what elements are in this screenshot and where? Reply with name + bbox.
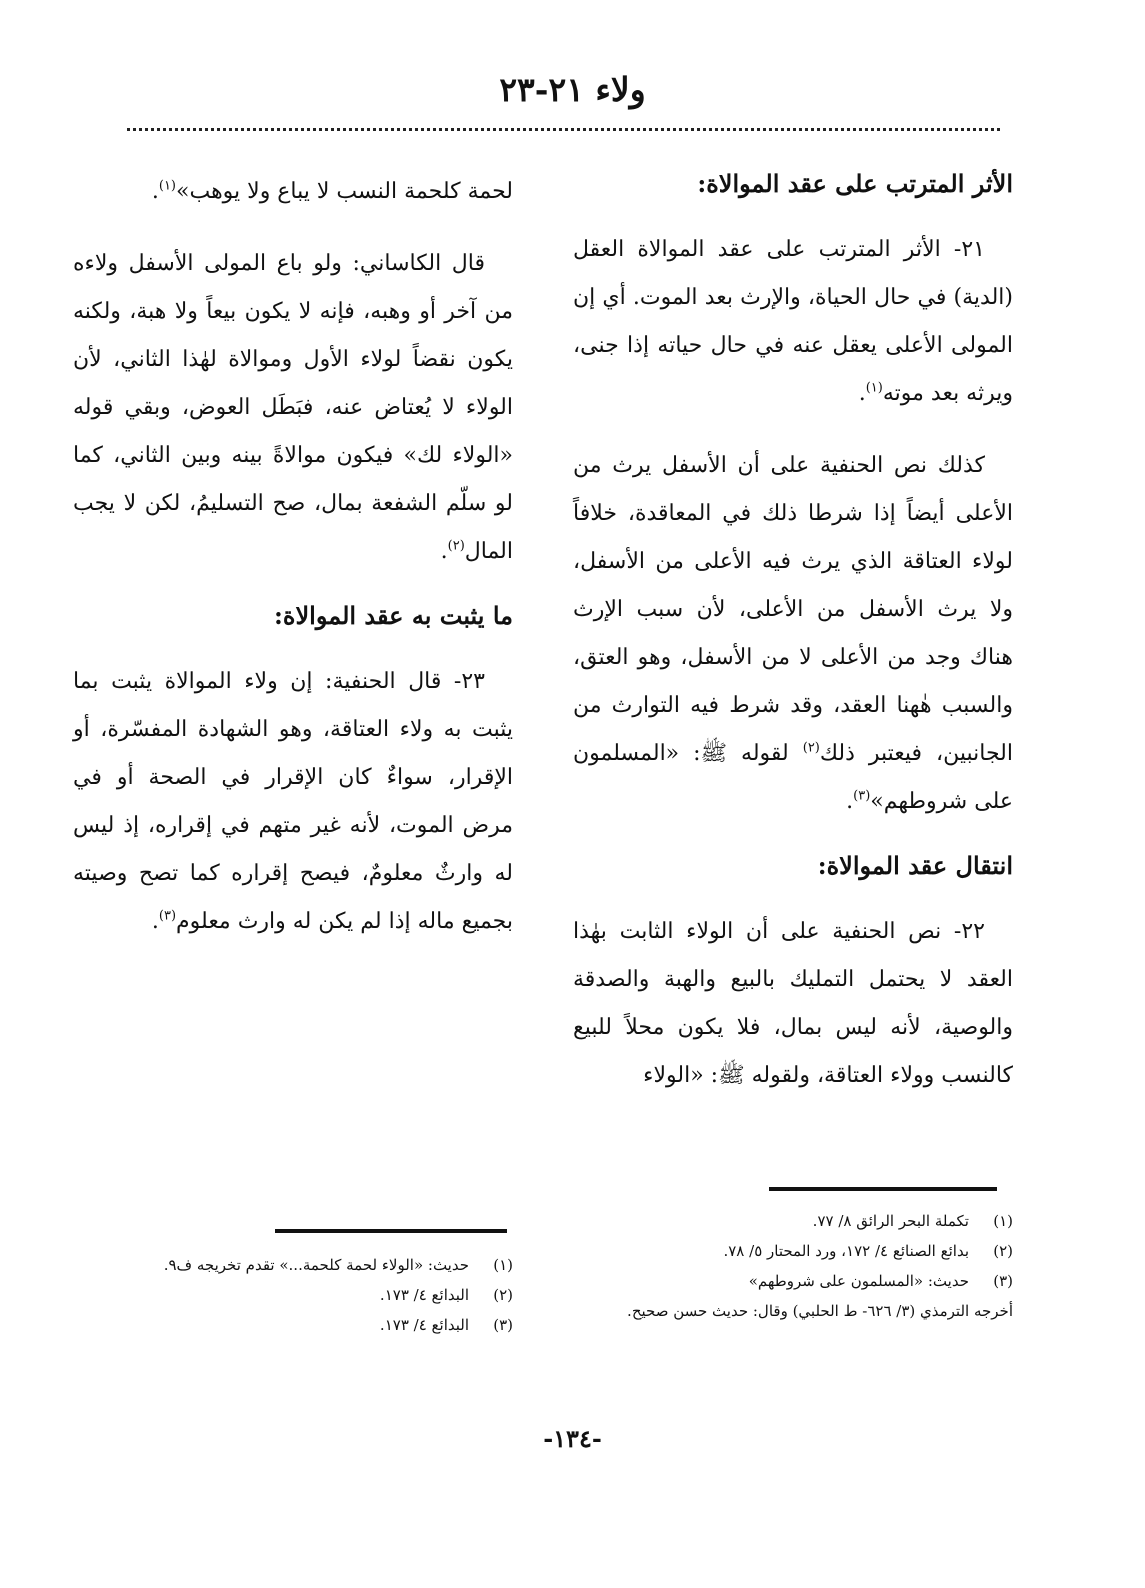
page-number: -١٣٤- xyxy=(543,1424,602,1453)
footnote-text: أخرجه الترمذي (٣/ ٦٢٦- ط الحلبي) وقال: حديث حسن صحيح. xyxy=(627,1302,1013,1320)
footnote-text: تكملة البحر الرائق ٨/ ٧٧. xyxy=(812,1212,969,1230)
footnote-ref: (١) xyxy=(158,178,176,194)
footnote-item-continued xyxy=(573,1296,1013,1326)
section-heading-effect: الأثر المترتب على عقد الموالاة: xyxy=(697,169,1013,198)
paragraph-21-text: ٢١- الأثر المترتب على عقد الموالاة العقل (الدية) في حال الحياة، والإرث بعد الموت. أي إن المولى الأعلى يعقل عنه في حال حياته إذا جنى، ويرثه بعد موته xyxy=(573,237,1013,406)
section-heading-transfer: انتقال عقد الموالاة: xyxy=(817,851,1013,880)
footnote-number: (٢) xyxy=(993,1242,1013,1260)
punct: . xyxy=(151,179,159,204)
punct: . xyxy=(151,909,159,934)
paragraph-text: ٢٣- قال الحنفية: إن ولاء الموالاة يثبت بما يثبت به ولاء العتاقة، وهو الشهادة المفسّرة، أو الإقرار، سواءٌ كان الإقرار في الصحة أو في مرض الموت، لأنه غير متهم في إقراره، إذ ليس له وارثٌ معلومٌ، فيصح إقراره كما تصح وصيته بجميع ماله إذا لم يكن له وارث معلوم xyxy=(73,669,513,934)
footnote-ref: (٣) xyxy=(158,908,177,924)
footnotes-left xyxy=(73,1250,513,1340)
punct: . xyxy=(846,789,854,814)
footnote-ref: (٢) xyxy=(802,740,820,756)
punct: . xyxy=(440,539,448,564)
footnote-item xyxy=(573,1206,1013,1236)
footnote-ref: (٢) xyxy=(447,538,465,554)
footnote-text: البدائع ٤/ ١٧٣. xyxy=(379,1286,469,1304)
footnote-rule-right xyxy=(769,1187,997,1191)
footnote-text: حديث: «المسلمون على شروطهم» xyxy=(748,1272,969,1290)
footnote-item xyxy=(73,1280,513,1310)
punct: . xyxy=(858,381,866,406)
footnote-item xyxy=(73,1250,513,1280)
footnote-number: (٣) xyxy=(493,1316,513,1334)
footnote-text: البدائع ٤/ ١٧٣. xyxy=(379,1316,469,1334)
footnote-number: (١) xyxy=(493,1256,513,1274)
footnote-number: (١) xyxy=(993,1212,1013,1230)
paragraph-21 xyxy=(573,226,1013,418)
left-column xyxy=(73,168,513,970)
running-header: ولاء ٢١-٢٣ xyxy=(499,70,646,109)
footnote-number: (٣) xyxy=(993,1272,1013,1290)
paragraph-text: قال الكاساني: ولو باع المولى الأسفل ولاءه من آخر أو وهبه، فإنه لا يكون بيعاً ولا هبة، ولكنه يكون نقضاً لولاء الأول وموالاة لهٰذا الثاني، لأن الولاء لا يُعتاض عنه، فبَطَل العوض، وبقي قوله «الولاء لك» فيكون موالاةً بينه وبين الثاني، كما لو سلّم الشفعة بمال، صح التسليمُ، لكن لا يجب المال xyxy=(73,251,513,564)
paragraph-21-continued xyxy=(573,442,1013,826)
footnote-ref: (٣) xyxy=(853,788,871,804)
header-dotted-rule xyxy=(127,128,1000,131)
paragraph-kasani xyxy=(73,240,513,576)
paragraph-text: لقوله ﷺ: «المسلمون على شروطهم» xyxy=(573,741,1013,814)
paragraph-text: كذلك نص الحنفية على أن الأسفل يرث من الأعلى أيضاً إذا شرطا ذلك في المعاقدة، خلافاً لولاء العتاقة الذي يرث فيه الأعلى من الأسفل، ولا يرث الأسفل من الأعلى، لأن سبب الإرث هناك وجد من الأعلى لا من الأسفل، وهو العتق، والسبب هٰهنا العقد، وقد شرط فيه التوارث من الجانبين، فيعتبر ذلك xyxy=(573,453,1013,766)
footnote-rule-left xyxy=(275,1229,507,1233)
right-column xyxy=(573,168,1013,1124)
footnotes-right xyxy=(573,1206,1013,1326)
footnote-item xyxy=(573,1236,1013,1266)
footnote-ref: (١) xyxy=(865,380,883,396)
paragraph-22-continued xyxy=(73,168,513,216)
paragraph-text: لحمة كلحمة النسب لا يباع ولا يوهب» xyxy=(176,179,513,204)
paragraph-22: ٢٢- نص الحنفية على أن الولاء الثابت بهٰذا العقد لا يحتمل التمليك بالبيع والهبة والصدقة والوصية، لأنه ليس بمال، فلا يكون محلاً للبيع كالنسب وولاء العتاقة، ولقوله ﷺ: «الولاء xyxy=(573,919,1013,1088)
footnote-text: حديث: «الولاء لحمة كلحمة...» تقدم تخريجه ف٩. xyxy=(163,1256,469,1274)
section-heading-proof: ما يثبت به عقد الموالاة: xyxy=(274,601,513,630)
paragraph-23 xyxy=(73,658,513,946)
footnote-text: بدائع الصنائع ٤/ ١٧٢، ورد المحتار ٥/ ٧٨. xyxy=(723,1242,969,1260)
footnote-number: (٢) xyxy=(493,1286,513,1304)
footnote-item xyxy=(73,1310,513,1340)
footnote-item xyxy=(573,1266,1013,1296)
